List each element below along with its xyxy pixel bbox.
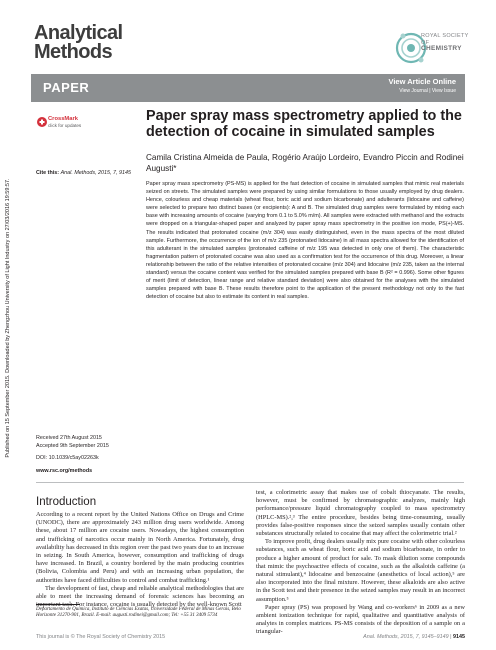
section-divider: [36, 482, 464, 483]
article-title: Paper spray mass spectrometry applied to the detection of cocaine in simulated samples: [146, 108, 462, 140]
publisher-line2: OF: [421, 39, 430, 46]
cite-ref: Anal. Methods, 2015, 7, 9145: [60, 170, 131, 176]
publisher-line3: CHEMISTRY: [421, 45, 462, 52]
article-dates: [36, 434, 109, 450]
publisher-name: [421, 33, 469, 53]
accepted-date: Accepted 9th September 2015: [36, 443, 109, 449]
section-heading: Introduction: [36, 496, 97, 508]
page-number: 9145: [453, 634, 465, 640]
footer-ref: Anal. Methods, 2015, 7, 9145–9149: [363, 634, 449, 640]
footnote-divider: [36, 604, 80, 605]
affiliation-footnote: Departamento de Química, Instituto de Ciências Exatas, Universidade Federal de Minas Gerais, Belo Horizonte 31270-901, Brazil. E-mail: augusti.rodinei@gmail.com; Tel: +55 31 3409 5734: [36, 607, 241, 619]
cite-prefix: Cite this:: [36, 170, 60, 176]
download-notice-text: Published on 15 September 2015. Downloaded by Zhengzhou University of Light Industry on 27/03/2016 19:59:57.: [5, 178, 11, 458]
publisher-line1: ROYAL SOCIETY: [421, 33, 469, 39]
journal-title: [34, 24, 122, 62]
paragraph: test, a colorimetric assay that makes use of cobalt thiocyanate. The results, however, must be confirmed by chromatographic analyzes, mainly high performance/pressure liquid chromatography coupled to mass spectrometry (HPLC-MS).²,³ The entire procedure, besides being time-consuming, usually provides false-positive responses since the seized samples usually contain other substances structurally related to cocaine that may affect the colorimetric trial.²: [256, 489, 465, 538]
journal-website-link[interactable]: www.rsc.org/methods: [36, 468, 93, 474]
crossmark-sub: click for updates: [48, 122, 82, 128]
citation-line: [36, 170, 131, 176]
received-date: Received 27th August 2015: [36, 435, 102, 441]
authors: Camila Cristina Almeida de Paula, Rogério Araújo Lordeiro, Evandro Piccin and Rodinei Augusti*: [146, 153, 464, 173]
journal-title-line2: Methods: [34, 41, 113, 63]
view-journal-issue-link[interactable]: View Journal | View Issue: [399, 88, 456, 94]
download-notice: [3, 80, 13, 556]
doi[interactable]: DOI: 10.1039/c5ay02263k: [36, 455, 99, 461]
article-type-label: PAPER: [43, 80, 90, 95]
copyright-footer: This journal is © The Royal Society of Chemistry 2015: [36, 634, 166, 640]
article-type-banner: [31, 74, 465, 102]
body-column-left: [36, 511, 244, 609]
footer-separator: |: [450, 634, 452, 640]
body-column-right: [256, 489, 465, 637]
view-article-online-link[interactable]: View Article Online: [388, 77, 456, 86]
journal-title-line1: Analytical: [34, 22, 123, 44]
page-footer: [363, 634, 465, 640]
paragraph: According to a recent report by the United Nations Office on Drugs and Crime (UNODC), there are approximately 243 million drug users worldwide. Among these, about 17 million are cocaine users. Nowadays, the highest consumption and trafficking of narcotics occur mainly in North America. Fortunately, drug availability has decreased in this region over the past two years due to an increase in seizing. In South America, however, consumption and trafficking of drugs have increased. In Brazil, a country bordered by the main producing countries (Bolivia, Colombia and Peru) and with an increasing urban population, the authorities have faced difficulties to control and combat trafficking.¹: [36, 511, 244, 584]
paragraph: Paper spray (PS) was proposed by Wang and co-workers⁶ in 2009 as a new ambient ionization technique for rapid, qualitative and quantitative analysis of analytes in complex matrices. PS-MS consists of the deposition of a sample on a triangular-: [256, 603, 465, 636]
abstract: Paper spray mass spectrometry (PS-MS) is applied for the fast detection of cocaine in simulated samples that mimic real materials seized on streets. The simulated samples were prepared by using similar formulations to those usually employed by drug dealers. Hence, colourless and cheap materials (wheat flour, boric acid and sodium bicarbonate) and adulterants (lidocaine and caffeine) were selected to prepare two distinct bases (or excipients): A and B. The simulated drug samples were formulated by mixing each base with increasing amounts of cocaine (varying from 0.1 to 5.0% m/m). All samples were extracted with methanol and the extracts were dropped on a triangular-shaped paper and analyzed by paper spray mass spectrometry in the positive ion mode, PS(+)-MS. The results indicated that protonated cocaine (m/z 304) was easily distinguished, even in the mass spectra of the most diluted sample. Furthermore, the occurrence of the ion of m/z 235 (protonated lidocaine) in all mass spectra allowed for the identification of this adulterant in the simulated samples (protonated caffeine of m/z 195 was detected in only one of them). The characteristic fragmentation pattern of protonated cocaine was also used as a confirmation test for the occurrence of this drug. Moreover, a linear relationship between the ratio of the relative intensities of protonated cocaine (m/z 304) and lidocaine (m/z 235, taken as the internal standard) versus the cocaine content was verified for the simulated samples prepared with base B (R² = 0.996). Some other figures of merit (limit of detection, linear range and relative standard deviation) were also obtained for the analyses with the simulated samples prepared with base B. These results therefore point to the application of the present methodology not only to the fast detection of cocaine but also to estimate its content in real samples.: [146, 181, 464, 301]
paragraph: To improve profit, drug dealers usually mix pure cocaine with other colourless substances, such as wheat flour, boric acid and sodium bicarbonate, in order to produce a higher amount of product for sale. To mask dilution some compounds that mimic the psychoactive effects of cocaine, such as the alkaloids caffeine (a natural stimulant),⁴ lidocaine and benzocaine (anesthetics of local action),⁵ are also incorporated into the final mixture. However, these alkaloids are also active in the Scott test and their presence in the seized samples may result in an incorrect assumption.⁵: [256, 538, 465, 603]
paragraph: The development of fast, cheap and reliable analytical methodologies that are able to meet the increasing demand of forensic sciences has becoming an important task. For instance, cocaine is usually detected by the well-known Scott: [36, 584, 244, 609]
crossmark-badge[interactable]: [48, 116, 81, 129]
crossmark-title: CrossMark: [48, 116, 78, 122]
